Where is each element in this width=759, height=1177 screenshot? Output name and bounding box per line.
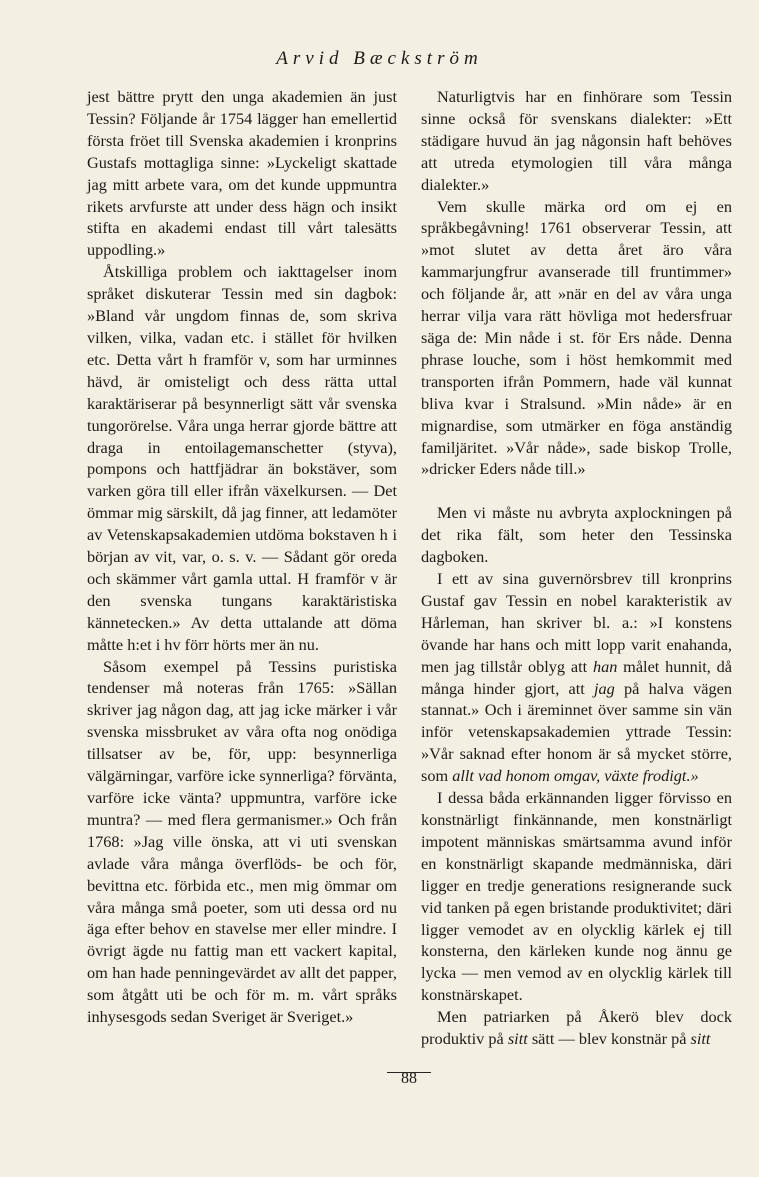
text-run: Men patriarken på Åkerö blev dock produktiv på — [421, 1007, 732, 1049]
text-run: sätt — blev konstnär på — [527, 1029, 691, 1049]
text-run: .» — [686, 766, 699, 786]
paragraph-harleman — [421, 568, 732, 787]
paragraph-acknowledgements: I dessa båda erkännanden ligger förvisso en konstnärligt finkännande, men konstnärligt impotent människas smärtsamma avund inför en konstnärligt skapande medmänniska, däri ligger en tredje generations resignerande suck vid tanken på egen bristande produktivitet; däri ligger vemodet av en olycklig kärlek ej till konsterna, den kärleken kunde nog ännu ge lycka — men vemod av en olycklig kärlek till konstnärskapet. — [421, 788, 732, 1005]
italic-run: jag — [594, 678, 615, 698]
page-number: 88 — [401, 1070, 417, 1087]
paragraph-patriarch — [421, 1006, 732, 1050]
paragraph-dialects: Naturligtvis har en finhörare som Tessin sinne också för svenskans dialekter: »Ett städigare huvud än jag någonsin haft behöves att utreda etymologien till våra många dialekter.» — [421, 87, 732, 194]
italic-run: allt vad honom omgav, växte frodigt — [452, 766, 687, 786]
paragraph-language-talent: Vem skulle märka ord om ej en språkbegåvning! 1761 observerar Tessin, att »mot slutet av detta året äro våra kammarjungfrur avanserade till fruntimmer» och följande år, att »när en del av våra unga herrar vilja vara rätt hövliga mot hedersfruar säga de: Min nåde i st. för Ers nåde. Denna phrase louche, som i höst hemkommit med transporten ifrån Pommern, hade väl kunnat bliva kvar i Stralsund. »Min nåde» är en mignardise, som utmärker en föga anständig familjäritet. »Vår nåde», sade biskop Trolle, »dricker Eders nåde till.» — [421, 196, 732, 479]
text-run: målet hunnit, då många hinder gjort, att — [421, 656, 733, 698]
paragraph-interrupt-gleaning: Men vi måste nu avbryta axplockningen på det rika fält, som heter den Tessinska dagboken. — [421, 503, 732, 567]
paragraph-purist-tendencies: Såsom exempel på Tessins puristiska tendenser må noteras från 1765: »Sällan skriver jag någon dag, att jag icke märker i vår svenska missbruket av våra ofta nog onödiga tillsatser av be, för, upp: besynnerliga välgärningar, varföre icke synnerliga? förvänta, varföre icke vänta? uppmuntra, varföre icke muntra? — med flera germanismer.» Och från 1768: »Jag ville önska, att vi uti svenskan avlade våra många överflöds- be och för, bevittna etc. förbida etc., men mig ömmar om våra många små poeter, som uti dessa ord nu äga efter behov en stavelse mer eller mindre. I övrigt ägde nu fattig man ett vackert kapital, om han hade penningevärdet av allt det papper, som åtgått uti be och för m. m. vårt språks inhysesgods sedan Sveriget är Sveriget.» — [87, 656, 397, 1027]
italic-run: han — [592, 656, 618, 676]
italic-run: sitt — [690, 1029, 711, 1049]
left-column — [87, 86, 397, 1028]
paragraph-language-problems: Åtskilliga problem och iakttagelser inom språket diskuterar Tessin med sin dagbok: »Bland vår ungdom finnas de, som skriva vilken, vilka, vadan etc. i stället för hvilken etc. Detta vårt h framför v, som har urminnes hävd, är omisteligt och dess rätta uttal karaktäriserar på besynnerligt sätt vår svenska tungorörelse. Våra unga herrar gjorde bättre att draga in entoilagemanschetter (styva), pompons och hattfjädrar än bokstäver, som varken göra till eller ifrån växelkursen. — Det ömmar mig särskilt, då jag finner, att ledamöter av Vetenskapsakademien utdöma bokstaven h i början av vit, var, o. s. v. — Sådant gör oreda och skämmer vårt gamla uttal. H framför v är den svenska tungans karaktäristiska kännetecken.» Av detta uttalande att döma måtte h:et i hv förr hörts mer än nu. — [87, 262, 397, 654]
paragraph-academy-continued: jest bättre prytt den unga akademien än just Tessin? Följande år 1754 lägger han emellertid första fröet till Svenska akademien i kronprins Gustafs mottagliga sinne: »Lyckeligt skattade jag mitt arbete vara, om det kunde uppmuntra rikets arvfurste att under dess hägn och insikt stifta en akademi endast till vårt talesätts uppodling.» — [87, 87, 397, 260]
right-column — [421, 86, 732, 1050]
italic-run: sitt — [507, 1029, 528, 1049]
running-head: Arvid Bæckström — [276, 48, 483, 69]
text-run: I ett av sina guvernörsbrev till kronprins Gustaf gav Tessin en nobel karakteristik av Hårleman, han skriver bl. a.: »I konstens övande har hans och mitt lopp varit enahanda, men jag tillstår oblyg att — [421, 569, 732, 676]
text-run: på halva vägen stannat.» Och i äreminnet över samme sin vän inför vetenskapsakademien yttrade Tessin: »Vår saknad efter honom är så mycket större, som — [421, 678, 732, 786]
